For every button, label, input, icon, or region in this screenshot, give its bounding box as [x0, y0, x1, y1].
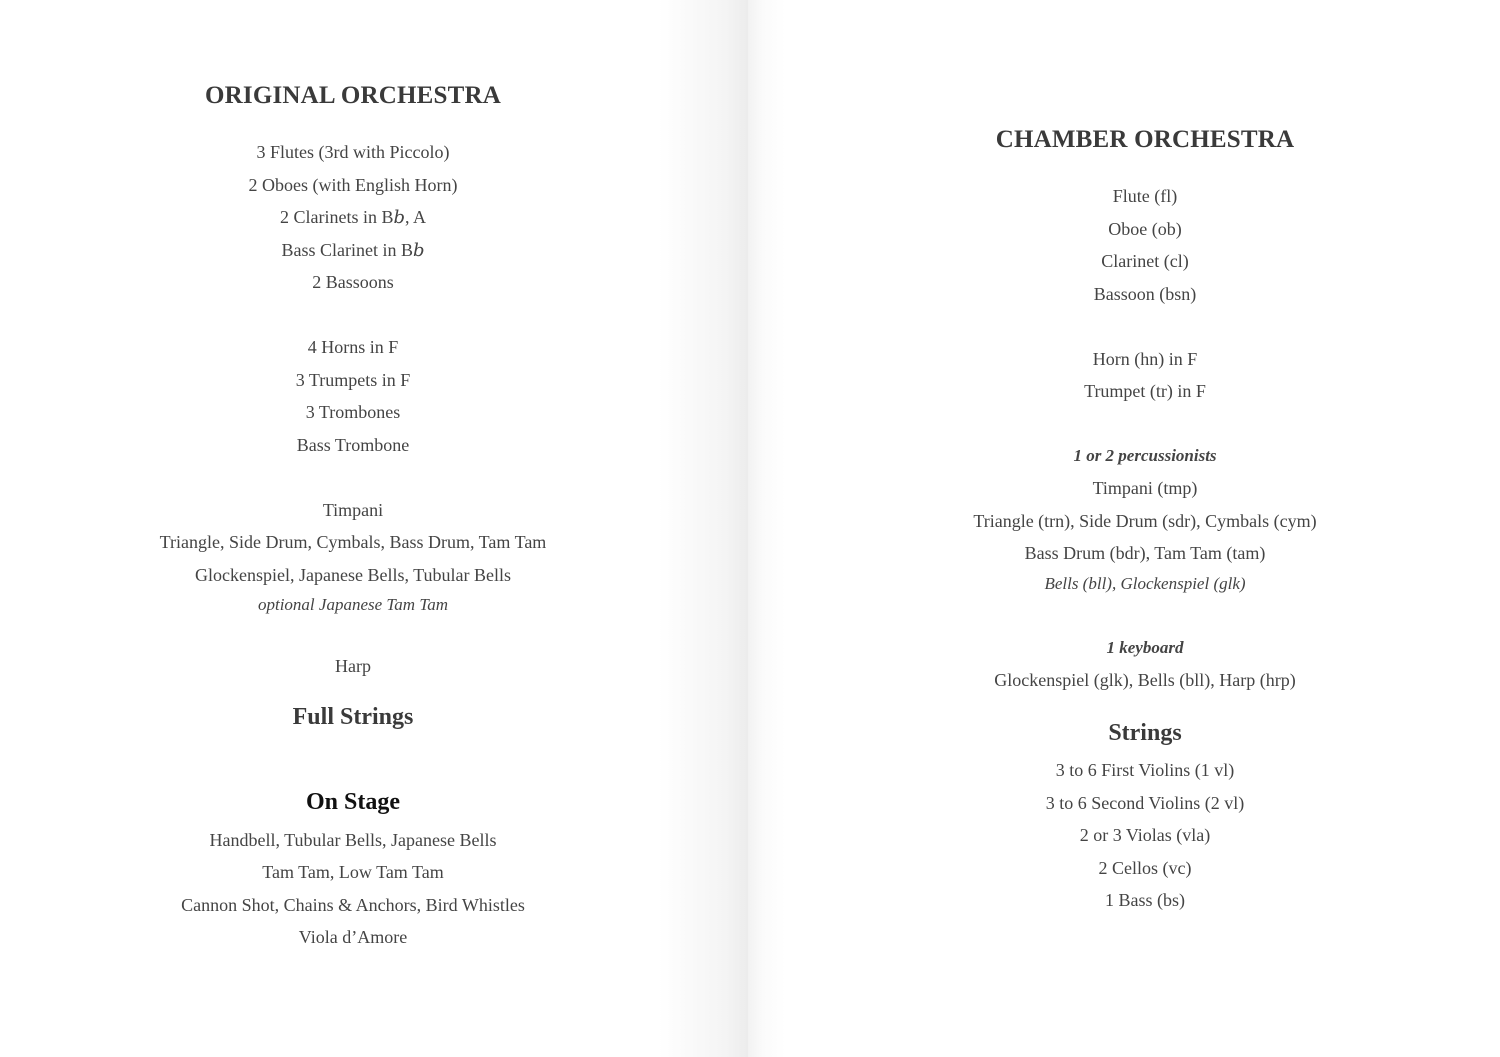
list-item: 2 or 3 Violas (vla): [1079, 825, 1211, 845]
chamber-orchestra-column: [845, 0, 1445, 917]
on-stage-heading: On Stage: [305, 788, 400, 815]
list-item: 2 Oboes (with English Horn): [248, 174, 458, 195]
list-item: Horn (hn) in F: [1092, 348, 1198, 369]
list-item: Tam Tam, Low Tam Tam: [262, 862, 444, 882]
woodwinds-list: [845, 180, 1445, 310]
list-item: Glockenspiel (glk), Bells (bll), Harp (hrp): [994, 669, 1296, 690]
on-stage-list: [53, 824, 653, 954]
left-page: [0, 0, 748, 1057]
strings-list: [845, 754, 1445, 917]
list-item: 4 Horns in F: [307, 337, 399, 357]
list-item: 2 Cellos (vc): [1098, 857, 1192, 878]
list-item: Clarinet (cl): [1101, 251, 1189, 271]
list-item: Bassoon (bsn): [1093, 283, 1197, 304]
brass-list: [845, 343, 1445, 408]
right-page: [748, 0, 1500, 1057]
percussion-italic-item: Bells (bll), Glockenspiel (glk): [1044, 573, 1246, 593]
harp-item: Harp: [335, 656, 371, 676]
list-item: Bass Drum (bdr), Tam Tam (tam): [1024, 543, 1266, 563]
keyboard-section: [845, 632, 1445, 697]
percussion-section: [845, 440, 1445, 598]
percussion-heading: 1 or 2 percussionists: [1073, 446, 1217, 465]
list-item: Handbell, Tubular Bells, Japanese Bells: [209, 829, 497, 850]
list-item: Bass Trombone: [296, 434, 410, 455]
list-item: 3 Flutes (3rd with Piccolo): [256, 142, 450, 162]
full-strings-heading: Full Strings: [292, 703, 414, 730]
strings-heading: Strings: [1108, 720, 1182, 746]
list-item: 3 to 6 First Violins (1 vl): [1055, 760, 1235, 780]
percussion-list: [53, 494, 653, 620]
list-item: Triangle, Side Drum, Cymbals, Bass Drum, Tam Tam: [159, 532, 547, 552]
list-item: 3 Trombones: [305, 402, 401, 422]
list-item: Flute (fl): [1112, 186, 1178, 206]
list-item: 2 Clarinets in B𝑏, A: [279, 207, 427, 227]
list-item: 2 Bassoons: [312, 272, 394, 292]
original-orchestra-column: [53, 0, 653, 954]
original-orchestra-title: ORIGINAL ORCHESTRA: [204, 82, 502, 109]
chamber-orchestra-title: CHAMBER ORCHESTRA: [995, 126, 1295, 153]
list-item: Trumpet (tr) in F: [1084, 381, 1206, 401]
woodwinds-list: [53, 136, 653, 299]
list-item: Cannon Shot, Chains & Anchors, Bird Whistles: [181, 894, 525, 915]
list-item: Timpani: [322, 499, 384, 520]
list-item: Glockenspiel, Japanese Bells, Tubular Bells: [195, 564, 511, 585]
list-item: Triangle (trn), Side Drum (sdr), Cymbals (cym): [973, 510, 1317, 531]
keyboard-heading: 1 keyboard: [1106, 637, 1184, 657]
list-item: 3 Trumpets in F: [295, 369, 411, 390]
list-item: Timpani (tmp): [1092, 478, 1198, 498]
list-item: Oboe (ob): [1108, 218, 1182, 239]
list-item: 1 Bass (bs): [1105, 890, 1185, 910]
list-item: Bass Clarinet in B𝑏: [281, 239, 425, 260]
list-item: Viola d’Amore: [298, 927, 408, 947]
list-item: 3 to 6 Second Violins (2 vl): [1045, 792, 1245, 813]
optional-note: optional Japanese Tam Tam: [257, 595, 448, 614]
brass-list: [53, 331, 653, 461]
